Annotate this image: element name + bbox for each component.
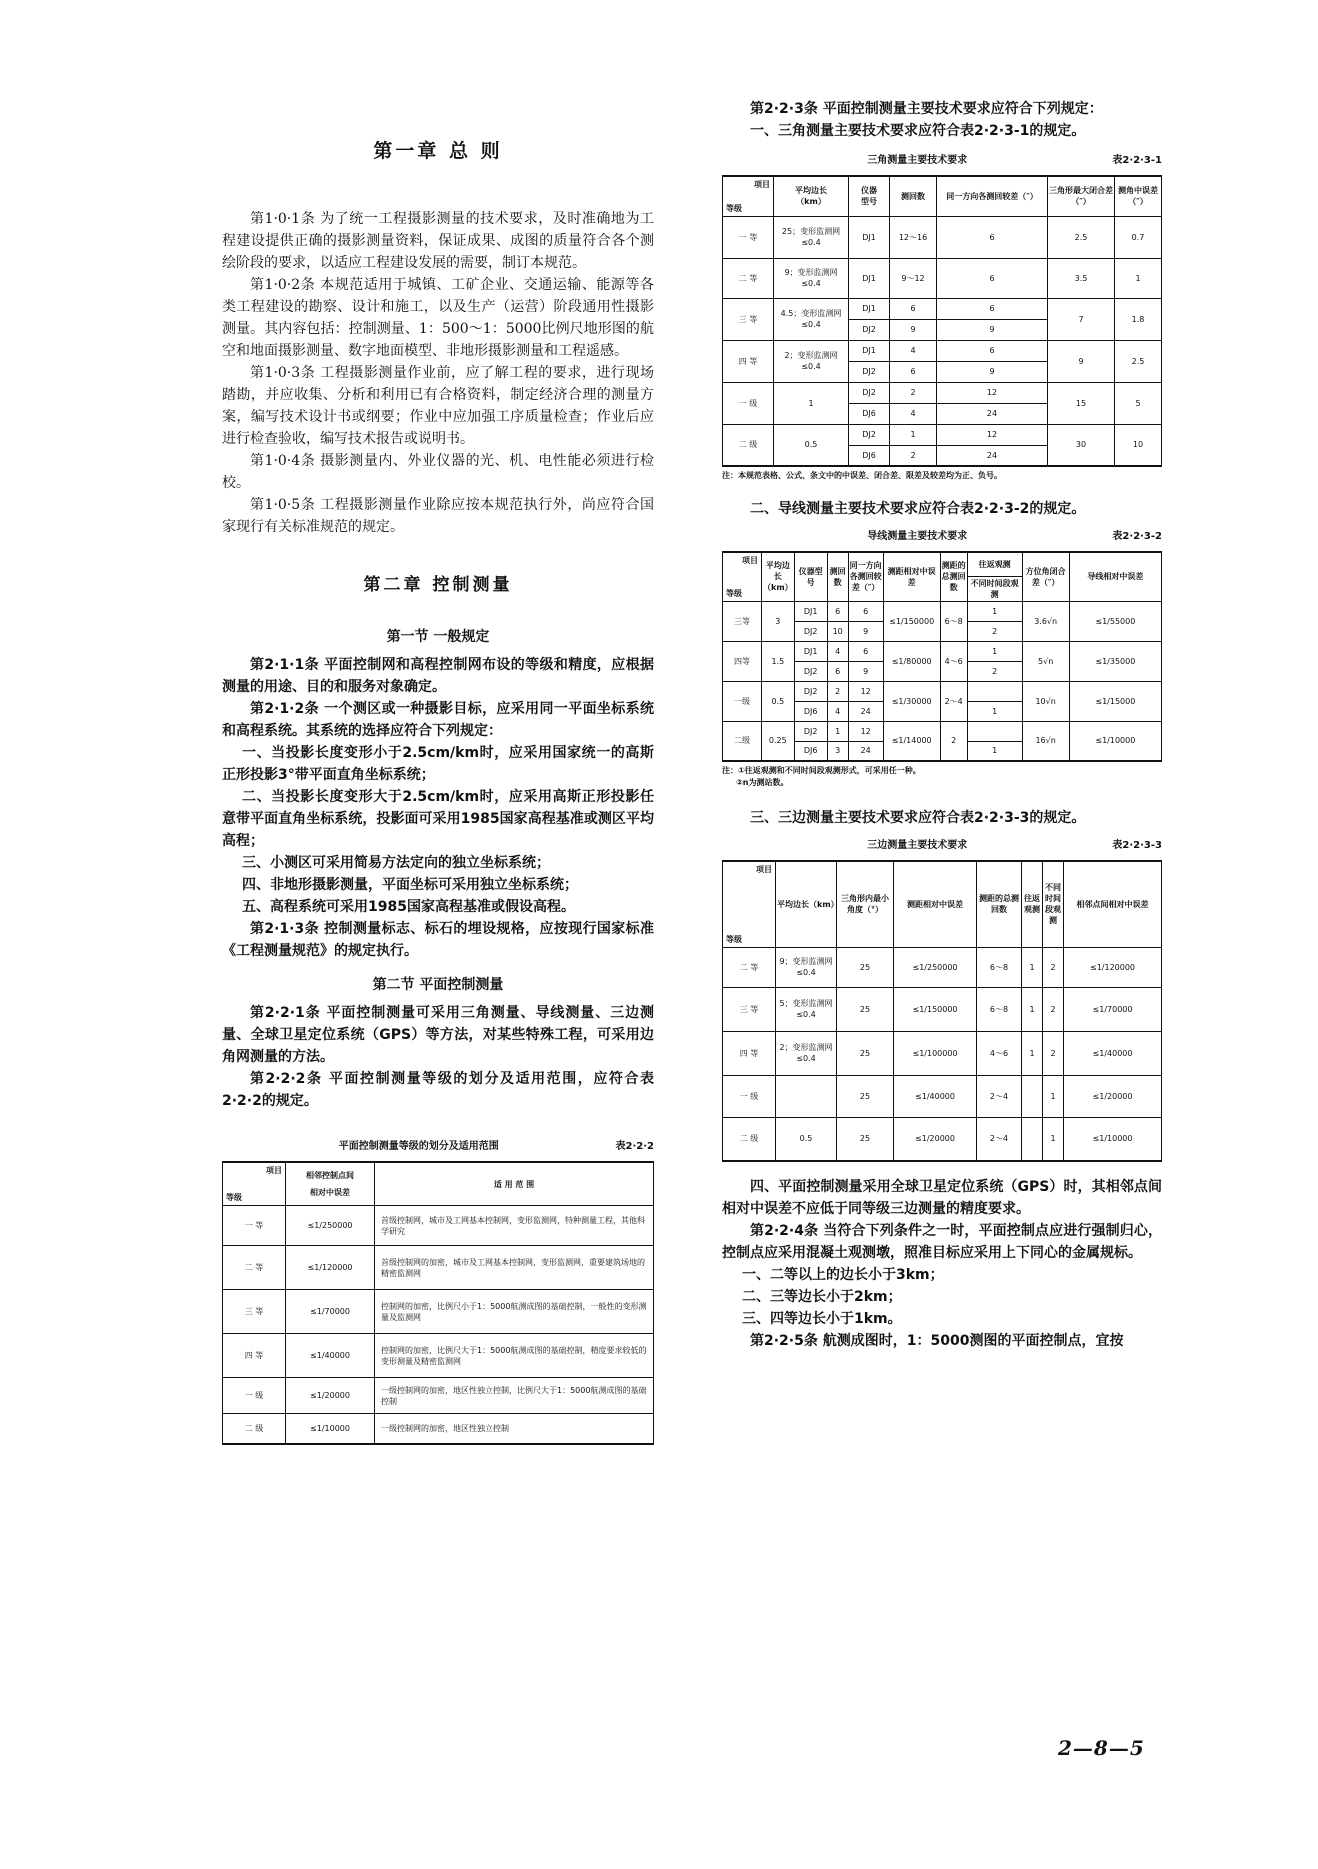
table-row: 三 等 4.5；变形监测网≤0.4 DJ1 6 6 7 1.8 <box>723 298 1162 319</box>
clause-2-1-2-item-5: 五、高程系统可采用1985国家高程基准或假设高程。 <box>242 899 575 915</box>
table-row: 一 级 ≤1/20000 一级控制网的加密，地区性独立控制，比例尺大于1：5000航测成图的基础控制 <box>223 1378 654 1414</box>
clause-2-2-4-item-1: 一、二等以上的边长小于3km； <box>742 1267 944 1283</box>
clause-1-0-2: 第1·0·2条 本规范适用于城镇、工矿企业、交通运输、能源等各类工程建设的勘察、设计和施工，以及生产（运营）阶段通用性摄影测量。其内容包括：控制测量、1：500～1：5000比例尺地形图的航空和地面摄影测量、数字地面模型、非地形摄影测量和工程遥感。 <box>222 277 654 359</box>
table-row: 二级 0.25 DJ2 1 12 ≤1/14000 2 16√n ≤1/10000 <box>723 721 1162 741</box>
clause-1-0-3: 第1·0·3条 工程摄影测量作业前，应了解工程的要求，进行现场踏勘，并应收集、分析和利用已有合格资料，制定经济合理的测量方案，编写技术设计书或纲要；作业中应加强工序质量检查；作业后应进行检查验收，编写技术报告或说明书。 <box>222 365 654 447</box>
clause-2-1-1: 第2·1·1条 平面控制网和高程控制网布设的等级和精度，应根据测量的用途、目的和服务对象确定。 <box>222 657 654 695</box>
table-header-scope: 适 用 范 围 <box>375 1162 654 1206</box>
clause-2-2-2: 第2·2·2条 平面控制测量等级的划分及适用范围，应符合表2·2·2的规定。 <box>222 1071 654 1109</box>
table-row: 一 级 1 DJ2 2 12 15 5 <box>723 382 1162 403</box>
table-row: 三 等 ≤1/70000 控制网的加密，比例尺小于1：5000航测成图的基础控制，一般性的变形测量及监测网 <box>223 1290 654 1334</box>
table-row: DJ2 9 9 <box>723 319 1162 340</box>
clause-2-2-1: 第2·2·1条 平面控制测量可采用三角测量、导线测量、三边测量、全球卫星定位系统（GPS）等方法，对某些特殊工程，可采用边角网测量的方法。 <box>222 1005 654 1065</box>
table-2-2-3-3: 项目 等级 平均边长（km） 三角形内最小角度（°） 测距相对中误差 测距的总测回数 往返观测 不同时间段观测 相邻点间相对中误差 二 等 9；变形监测网≤0.4 25 ≤1/250000 6～8 1 2 ≤1/120000 三 等 5；变形监测网≤0.4 25 ≤1/150000 6～8 1 2 ≤1/70000 四 等 2；变形监测网≤0.4 25 ≤1/100000 4～6 1 2 ≤1/40000 一 级 25 ≤1/40000 2～4 1 ≤1/20000 二 级 0.5 25 ≤1/20000 2～4 1 ≤1/10000 <box>722 860 1162 1162</box>
table-header-corner: 项目 等级 <box>723 552 762 601</box>
table-2-2-3-3-caption: 三边测量主要技术要求 表2·2·3-3 <box>867 840 1162 851</box>
table-header-corner: 项目 等级 <box>223 1162 286 1206</box>
table-row: 一级 0.5 DJ2 2 12 ≤1/30000 2～4 10√n ≤1/15000 <box>723 681 1162 701</box>
table-row: DJ2 10 9 2 <box>723 621 1162 641</box>
table-row: DJ6 3 24 1 <box>723 741 1162 761</box>
table-row: 二 级 ≤1/10000 一级控制网的加密，地区性独立控制 <box>223 1414 654 1444</box>
table-header-corner: 项目 等级 <box>723 861 776 947</box>
clause-2-2-4: 第2·2·4条 当符合下列条件之一时，平面控制点应进行强制归心，控制点应采用混凝土观测墩，照准目标应采用上下同心的金属规标。 <box>722 1223 1162 1261</box>
table-row: 三 等 5；变形监测网≤0.4 25 ≤1/150000 6～8 1 2 ≤1/70000 <box>723 987 1162 1031</box>
table-row: 二 等 ≤1/120000 首级控制网的加密，城市及工网基本控制网，变形监测网，重要建筑场地的精密监测网 <box>223 1246 654 1290</box>
table-row: DJ2 6 9 2 <box>723 661 1162 681</box>
clause-1-0-5: 第1·0·5条 工程摄影测量作业除应按本规范执行外，尚应符合国家现行有关标准规范的规定。 <box>222 497 654 535</box>
right-column <box>722 98 1162 1352</box>
clause-2-2-4-item-3: 三、四等边长小于1km。 <box>742 1311 902 1327</box>
table-row: 二 级 0.5 25 ≤1/20000 2～4 1 ≤1/10000 <box>723 1117 1162 1161</box>
clause-2-2-3-item-4: 四、平面控制测量采用全球卫星定位系统（GPS）时，其相邻点间相对中误差不应低于同等级三边测量的精度要求。 <box>722 1179 1162 1217</box>
table-row: 四 等 ≤1/40000 控制网的加密，比例尺大于1：5000航测成图的基础控制，精度要求较低的变形测量及精密监测网 <box>223 1334 654 1378</box>
table-row: 一 级 25 ≤1/40000 2～4 1 ≤1/20000 <box>723 1075 1162 1117</box>
table-row: DJ6 4 24 1 <box>723 701 1162 721</box>
table-2-2-3-2-note-2: ②n为测站数。 <box>736 778 789 787</box>
table-header-corner: 项目 等级 <box>723 176 774 216</box>
table-2-2-3-2: 项目 等级 平均边长（km） 仪器型号 测回数 同一方向各测回较差（″） 测距相对中误差 测距的总测回数 往返观测 方位角闭合差（″） 导线相对中误差 不同时间段观测 三等 3 DJ1 6 6 ≤1/150000 6～8 1 3.6√n ≤1/55000 DJ2 10 9 2 四等 1.5 DJ1 4 6 ≤1/80000 4～6 1 5√n ≤1/35000 DJ2 6 9 2 一级 0.5 DJ2 2 12 ≤1/30000 2～4 10√n ≤1/15000 DJ6 4 24 1 二级 0.25 DJ2 1 12 ≤1/14000 2 16√n ≤1/10000 DJ6 3 24 1 <box>722 551 1162 762</box>
chapter-1-title: 第一章 总 则 <box>373 140 503 162</box>
clause-2-1-2: 第2·1·2条 一个测区或一种摄影目标，应采用同一平面坐标系统和高程系统。其系统的选择应符合下列规定： <box>222 701 654 739</box>
table-row: 三等 3 DJ1 6 6 ≤1/150000 6～8 1 3.6√n ≤1/55000 <box>723 601 1162 621</box>
table-header-error: 相邻控制点间 相对中误差 <box>286 1162 375 1206</box>
clause-2-2-3-item-1: 一、三角测量主要技术要求应符合表2·2·3-1的规定。 <box>750 123 1086 139</box>
table-2-2-2 <box>222 1161 654 1445</box>
table-row: 四 等 2；变形监测网≤0.4 25 ≤1/100000 4～6 1 2 ≤1/40000 <box>723 1031 1162 1075</box>
table-row: DJ2 6 9 <box>723 361 1162 382</box>
table-row: 四 等 2；变形监测网≤0.4 DJ1 4 6 9 2.5 <box>723 340 1162 361</box>
left-column <box>222 140 654 1445</box>
clause-2-1-3: 第2·1·3条 控制测量标志、标石的埋设规格，应按现行国家标准《工程测量规范》的规定执行。 <box>222 921 654 959</box>
chapter-2-title: 第二章 控制测量 <box>363 575 513 595</box>
table-row: 二 级 0.5 DJ2 1 12 30 10 <box>723 424 1162 445</box>
table-2-2-2-caption: 平面控制测量等级的划分及适用范围 表2·2·2 <box>338 1141 654 1152</box>
table-2-2-3-2-caption: 导线测量主要技术要求 表2·2·3-2 <box>867 531 1162 542</box>
clause-2-2-4-item-2: 二、三等边长小于2km； <box>742 1289 902 1305</box>
clause-2-2-5: 第2·2·5条 航测成图时，1：5000测图的平面控制点，宜按 <box>750 1333 1124 1349</box>
clause-2-1-2-item-4: 四、非地形摄影测量，平面坐标可采用独立坐标系统； <box>242 877 578 893</box>
clause-2-1-2-item-3: 三、小测区可采用简易方法定向的独立坐标系统； <box>242 855 550 871</box>
table-row: DJ6 2 24 <box>723 445 1162 466</box>
clause-2-1-2-item-1: 一、当投影长度变形小于2.5cm/km时，应采用国家统一的高斯正形投影3°带平面直角坐标系统； <box>222 745 654 783</box>
table-2-2-3-2-note-1: 注：①往返观测和不同时间段观测形式，可采用任一种。 <box>722 766 921 775</box>
table-2-2-3-1-note: 注：本规范表格、公式、条文中的中误差、闭合差、限差及较差均为正、负号。 <box>722 471 1002 480</box>
table-row: 二 等 9；变形监测网≤0.4 25 ≤1/250000 6～8 1 2 ≤1/120000 <box>723 947 1162 987</box>
table-row: 一 等 25；变形监测网≤0.4 DJ1 12～16 6 2.5 0.7 <box>723 216 1162 258</box>
table-2-2-3-1-caption: 三角测量主要技术要求 表2·2·3-1 <box>867 155 1162 166</box>
clause-2-2-3: 第2·2·3条 平面控制测量主要技术要求应符合下列规定： <box>750 101 1103 117</box>
clause-2-1-2-item-2: 二、当投影长度变形大于2.5cm/km时，应采用高斯正形投影任意带平面直角坐标系统，投影面可采用1985国家高程基准或测区平均高程； <box>222 789 654 849</box>
table-row: 二 等 9；变形监测网≤0.4 DJ1 9～12 6 3.5 1 <box>723 258 1162 298</box>
table-2-2-3-1: 项目 等级 平均边长 （km） 仪器 型号 测回数 同一方向各测回较差（″） 三角形最大闭合差（″） 测角中误差（″） 一 等 25；变形监测网≤0.4 DJ1 12～16 6 2.5 0.7 二 等 9；变形监测网≤0.4 DJ1 9～12 6 3.5 1 三 等 4.5；变形监测网≤0.4 DJ1 6 6 7 1.8 DJ2 9 9 四 等 2；变形监测网≤0.4 DJ1 4 6 9 2.5 DJ2 6 9 一 级 1 DJ2 2 12 15 5 DJ6 4 24 二 级 0.5 DJ2 1 12 30 10 DJ6 2 24 <box>722 175 1162 467</box>
clause-2-2-3-item-3: 三、三边测量主要技术要求应符合表2·2·3-3的规定。 <box>750 810 1086 826</box>
clause-1-0-4: 第1·0·4条 摄影测量内、外业仪器的光、机、电性能必须进行检校。 <box>222 453 654 491</box>
table-row: 一 等 ≤1/250000 首级控制网，城市及工网基本控制网，变形监测网，特种测量工程，其他科学研究 <box>223 1206 654 1246</box>
section-2-title: 第二节 平面控制测量 <box>372 977 504 993</box>
clause-2-2-3-item-2: 二、导线测量主要技术要求应符合表2·2·3-2的规定。 <box>750 501 1086 517</box>
clause-1-0-1: 第1·0·1条 为了统一工程摄影测量的技术要求，及时准确地为工程建设提供正确的摄影测量资料，保证成果、成图的质量符合各个测绘阶段的要求，以适应工程建设发展的需要，制订本规范。 <box>222 211 654 271</box>
table-row: 四等 1.5 DJ1 4 6 ≤1/80000 4～6 1 5√n ≤1/35000 <box>723 641 1162 661</box>
table-row: DJ6 4 24 <box>723 403 1162 424</box>
page-number: 2—8—5 <box>1058 1736 1145 1760</box>
section-1-title: 第一节 一般规定 <box>386 629 490 645</box>
